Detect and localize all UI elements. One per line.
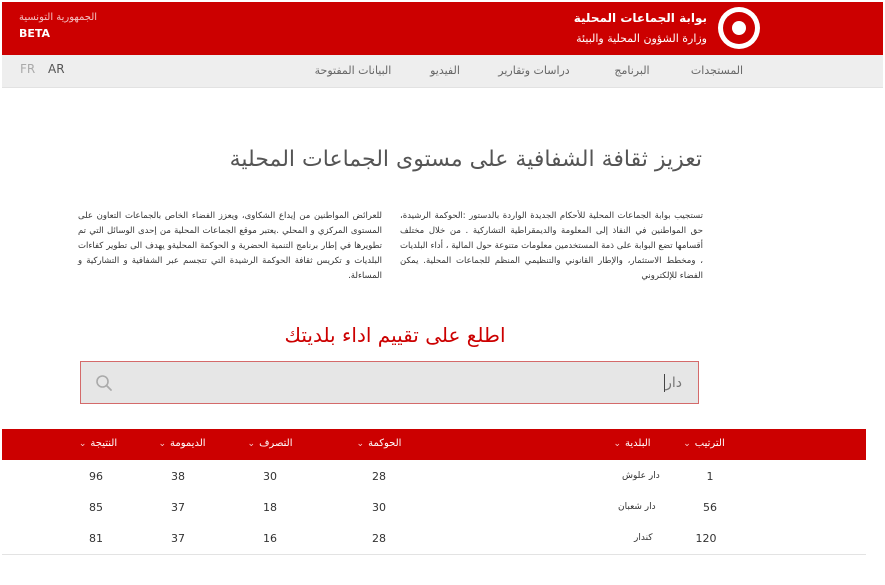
column-municipality-label: البلدية [625,438,651,449]
column-municipality-header[interactable] [613,438,650,449]
column-rank-header[interactable] [683,438,725,449]
cell-sustainability: 37 [171,501,185,514]
text-cursor [664,374,665,392]
site-subtitle: وزارة الشؤون المحلية والبيئة [576,32,707,45]
chevron-down-icon: ⌄ [356,439,365,449]
tunisia-emblem-icon[interactable] [718,7,760,49]
column-rank-label: الترتيب [694,438,725,449]
evaluation-cta-heading: اطلع على تقييم اداء بلديتك [284,323,506,347]
column-governance-label: الحوكمة [368,438,402,449]
cell-management: 30 [263,470,277,483]
chevron-down-icon: ⌄ [78,439,87,449]
column-governance-header[interactable] [357,438,402,449]
nav-item-open-data[interactable]: البيانات المفتوحة [314,64,392,77]
cell-sustainability: 37 [171,532,185,545]
cell-result: 85 [89,501,103,514]
nav-item-video[interactable]: الفيديو [430,64,460,77]
cell-governance: 28 [372,470,386,483]
intro-paragraph-left: للعرائض المواطنين من إيداع الشكاوى، ويعزز الفضاء الخاص بالجماعات التعاون على المستوى المركزي و المحلي .يعتبر موقع الجماعات المحلية من إحدى الوسائل التي تم تطويرها في إطار برنامج التنمية الحضرية و الحوكمة المحليةو يهدف الى تطوير كفاءات البلديات و تكريس ثقافة الحوكمة الرشيدة التي تتجسم عبر الشفافية و التشاركية و المساءلة. [78,211,382,281]
republic-label: الجمهورية التونسية [19,12,98,23]
column-result-label: النتيجة [90,438,118,449]
cell-management: 18 [263,501,277,514]
emblem-inner [723,12,755,44]
main-nav [2,55,883,88]
cell-rank: 1 [706,470,714,483]
lang-ar-link[interactable]: AR [48,62,65,76]
search-icon[interactable] [95,374,113,392]
site-title[interactable]: بوابة الجماعات المحلية [573,11,707,25]
cell-sustainability: 38 [171,470,185,483]
chevron-down-icon: ⌄ [158,439,167,449]
chevron-down-icon: ⌄ [683,439,691,449]
cell-municipality: دار شعبان [618,502,656,512]
column-result-header[interactable] [79,438,117,449]
table-row[interactable] [2,461,866,493]
cell-management: 16 [263,532,277,545]
cell-rank: 56 [703,501,717,514]
emblem-crescent-disc [732,21,746,35]
chevron-down-icon: ⌄ [613,439,621,449]
column-sustainability-header[interactable] [158,438,205,449]
cell-result: 81 [89,532,103,545]
cell-municipality: كندار [634,533,653,543]
ranking-table-header [2,429,866,460]
beta-badge: BETA [19,27,51,40]
cell-governance: 30 [372,501,386,514]
municipality-search-box [80,361,699,404]
chevron-down-icon: ⌄ [247,439,256,449]
cell-governance: 28 [372,532,386,545]
table-row[interactable] [2,492,866,524]
lang-fr-link[interactable]: FR [20,62,36,76]
nav-item-news[interactable]: المستجدات [690,64,744,77]
column-management-header[interactable] [248,438,293,449]
intro-paragraph-right: تستجيب بوابة الجماعات المحلية للأحكام الجديدة الواردة بالدستور :الحوكمة الرشيدة، حق المواطنين في النفاذ إلى المعلومة والديمقراطية التشاركية . من خلال مختلف أقسامها تضع البوابة على ذمة المستخدمين معلومات متنوعة حول المالية ، أداء البلديات ، ومخطط الاستثمار، والإطار القانوني والتنظيمي المنظم للجماعات المحلية. يمكن الفضاء للإلكتروني [400,211,703,281]
cell-result: 96 [89,470,103,483]
cell-municipality: دار علوش [622,471,660,481]
column-management-label: التصرف [259,438,293,449]
cell-rank: 120 [695,532,717,545]
page-headline: تعزيز ثقافة الشفافية على مستوى الجماعات المحلية [229,147,702,172]
column-sustainability-label: الديمومة [170,438,206,449]
nav-item-studies[interactable]: دراسات وتقارير [498,64,570,77]
table-row[interactable] [2,523,866,555]
site-header [2,2,883,55]
nav-item-program[interactable]: البرنامج [614,64,650,77]
search-input[interactable] [138,362,698,403]
